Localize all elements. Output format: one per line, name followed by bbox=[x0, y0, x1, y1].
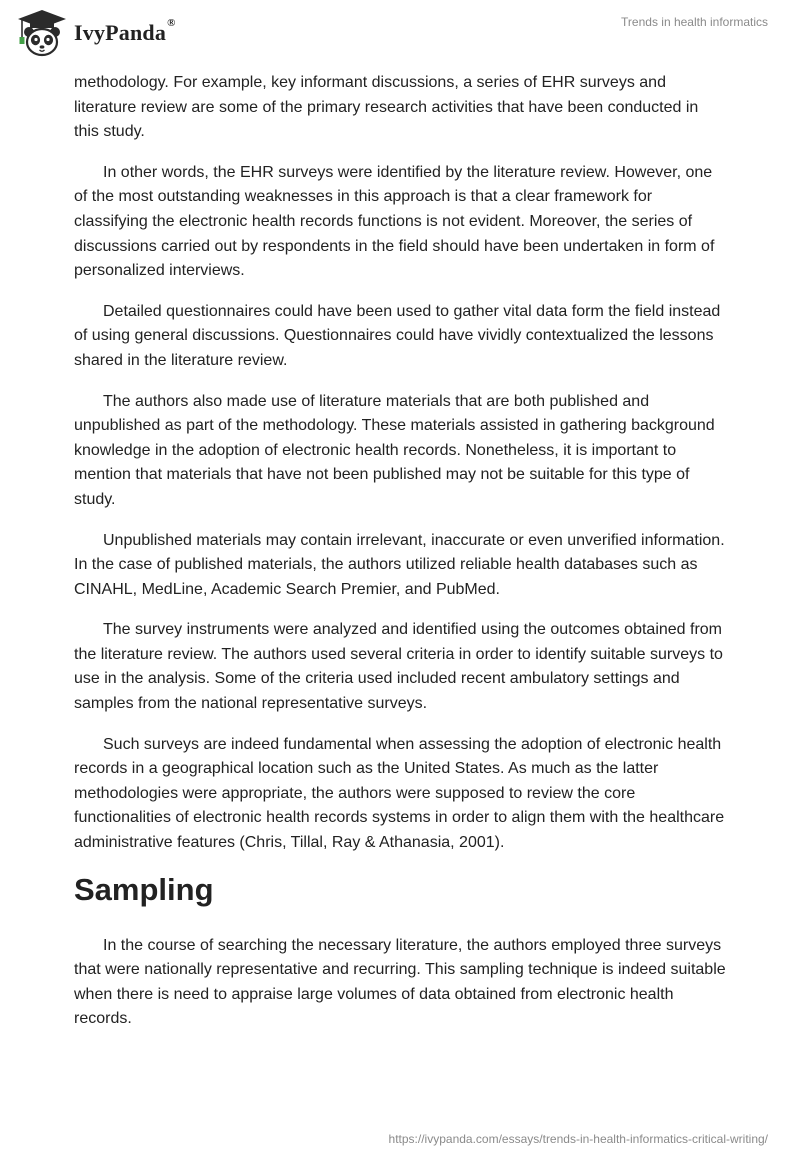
paragraph: In other words, the EHR surveys were identified by the literature review. However, one of the most outstanding weaknesses in this approach is that a clear framework for classifying the electronic health records functions is not evident. Moreover, the series of discussions carried out by respondents in the field should have been undertaken in form of personalized interviews. bbox=[74, 163, 715, 280]
registered-mark: ® bbox=[167, 17, 176, 29]
logo-text: IvyPanda® bbox=[74, 17, 176, 45]
paragraph: The survey instruments were analyzed and identified using the outcomes obtained from the literature review. The authors used several criteria in order to identify suitable surveys to use in the analysis. Some of the criteria used included recent ambulatory settings and samples from the national representative surveys. bbox=[74, 621, 723, 713]
essay-body bbox=[74, 71, 726, 1048]
paragraph: In the course of searching the necessary literature, the authors employed three surveys that were nationally representative and recurring. This sampling technique is indeed suitable when there is need to appraise large volumes of data obtained from electronic health records. bbox=[74, 936, 726, 1028]
section-heading: Sampling bbox=[74, 871, 214, 907]
source-url[interactable]: https://ivypanda.com/essays/trends-in-health-informatics-critical-writing/ bbox=[388, 1132, 768, 1146]
document-title: Trends in health informatics bbox=[621, 15, 768, 29]
logo[interactable] bbox=[14, 8, 176, 58]
paragraph: Such surveys are indeed fundamental when assessing the adoption of electronic health records in a geographical location such as the United States. As much as the latter methodologies were appropriate, the authors were supposed to review the core functionalities of electronic health records systems in order to align them with the healthcare administrative features (Chris, Tillal, Ray & Athanasia, 2001). bbox=[74, 735, 725, 852]
paragraph: methodology. For example, key informant discussions, a series of EHR surveys and literature review are some of the primary research activities that have been conducted in this study. bbox=[74, 74, 699, 141]
paragraph: Unpublished materials may contain irrelevant, inaccurate or even unverified information. In the case of published materials, the authors utilized reliable health databases such as CINAHL, MedLine, Academic Search Premier, and PubMed. bbox=[74, 531, 725, 598]
paragraph: Detailed questionnaires could have been used to gather vital data form the field instead of using general discussions. Questionnaires could have vividly contextualized the lessons shared in the literature review. bbox=[74, 302, 721, 369]
page-header bbox=[0, 0, 800, 70]
paragraph: The authors also made use of literature materials that are both published and unpublished as part of the methodology. These materials assisted in gathering background knowledge in the adoption of electronic health records. Nonetheless, it is important to mention that materials that have not been published may not be suitable for this type of study. bbox=[74, 392, 715, 508]
panda-graduate-icon bbox=[14, 8, 70, 58]
